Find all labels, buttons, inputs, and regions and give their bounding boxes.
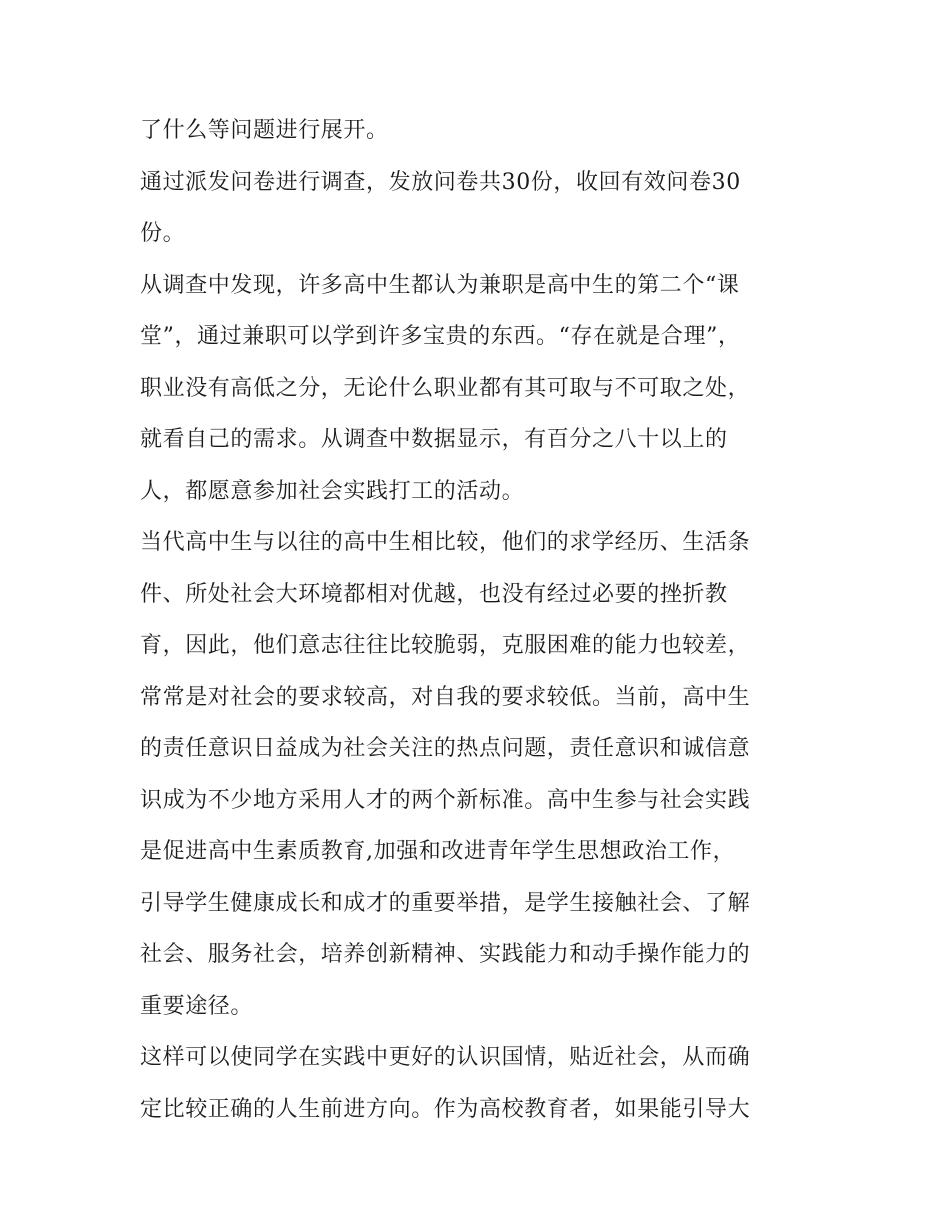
text-line: 就看自己的需求。从调查中数据显示，有百分之八十以上的 xyxy=(140,427,728,452)
text-line: 这样可以使同学在实践中更好的认识国情，贴近社会，从而确 xyxy=(140,1045,751,1070)
text-line: 人，都愿意参加社会实践打工的活动。 xyxy=(140,478,525,504)
text-line: 社会、服务社会，培养创新精神、实践能力和动手操作能力的 xyxy=(140,942,751,967)
text-line: 当代高中生与以往的高中生相比较，他们的求学经历、生活条 xyxy=(140,530,751,555)
text-line: 件、所处社会大环境都相对优越，也没有经过必要的挫折教 xyxy=(140,581,728,607)
text-line: 识成为不少地方采用人才的两个新标准。高中生参与社会实践 xyxy=(140,787,751,813)
text-line: 重要途径。 xyxy=(140,993,254,1019)
text-line: 职业没有高低之分，无论什么职业都有其可取与不可取之处， xyxy=(140,375,751,401)
body-text xyxy=(140,105,812,1135)
text-line: 是促进高中生素质教育,加强和改进青年学生思想政治工作， xyxy=(140,839,736,864)
text-line: 了什么等问题进行展开。 xyxy=(140,118,389,143)
text-line: 的责任意识日益成为社会关注的热点问题，责任意识和诚信意 xyxy=(140,736,751,761)
text-line: 定比较正确的人生前进方向。作为高校教育者，如果能引导大 xyxy=(140,1096,751,1122)
text-line: 堂”，通过兼职可以学到许多宝贵的东西。“存在就是合理”， xyxy=(140,324,741,349)
text-line: 份。 xyxy=(140,221,186,246)
text-line: 育，因此，他们意志往往比较脆弱，克服困难的能力也较差， xyxy=(140,633,751,658)
text-line: 引导学生健康成长和成才的重要举措，是学生接触社会、了解 xyxy=(140,890,751,916)
text-line: 常常是对社会的要求较高，对自我的要求较低。当前，高中生 xyxy=(140,684,751,710)
text-line: 从调查中发现，许多高中生都认为兼职是高中生的第二个“课 xyxy=(140,272,740,298)
text-line: 通过派发问卷进行调查，发放问卷共30份，收回有效问卷30 xyxy=(140,169,741,195)
